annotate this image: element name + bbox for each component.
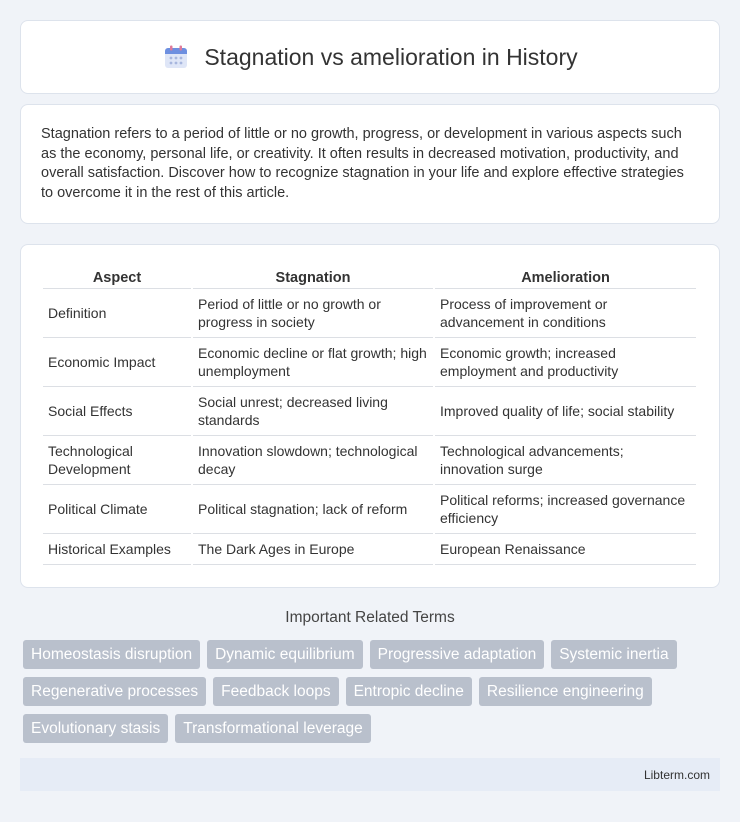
- table-header-row: [43, 267, 696, 289]
- title-wrap: [162, 43, 577, 71]
- tag-entropic-decline[interactable]: Entropic decline: [346, 677, 472, 706]
- header-card: [20, 20, 720, 94]
- cell-aspect: Technological Development: [43, 436, 191, 485]
- header-aspect: Aspect: [43, 267, 191, 289]
- related-terms-title: Important Related Terms: [285, 609, 455, 626]
- tag-progressive-adaptation[interactable]: Progressive adaptation: [370, 640, 545, 669]
- cell-amelioration: European Renaissance: [435, 534, 696, 565]
- related-tags: [23, 640, 723, 743]
- comparison-table: [41, 267, 698, 565]
- cell-amelioration: Improved quality of life; social stability: [435, 387, 696, 436]
- tag-transformational-leverage[interactable]: Transformational leverage: [175, 714, 370, 743]
- cell-amelioration: Technological advancements; innovation surge: [435, 436, 696, 485]
- table-row: [43, 534, 696, 565]
- cell-stagnation: Period of little or no growth or progress in society: [193, 289, 433, 338]
- table-card: [20, 244, 720, 588]
- intro-text: Stagnation refers to a period of little or no growth, progress, or development in various aspects such as the economy, personal life, or creativity. It often results in decreased motivation, productivity, and overall satisfaction. Discover how to recognize stagnation in your life and explore effective strategies to overcome it in the rest of this article.: [41, 126, 684, 201]
- cell-aspect: Social Effects: [43, 387, 191, 436]
- cell-amelioration: Political reforms; increased governance efficiency: [435, 485, 696, 534]
- tag-regenerative-processes[interactable]: Regenerative processes: [23, 677, 206, 706]
- cell-stagnation: Political stagnation; lack of reform: [193, 485, 433, 534]
- cell-stagnation: Innovation slowdown; technological decay: [193, 436, 433, 485]
- footer-site-link[interactable]: Libterm.com: [643, 767, 710, 782]
- tag-feedback-loops[interactable]: Feedback loops: [213, 677, 338, 706]
- header-stagnation: Stagnation: [193, 267, 433, 289]
- table-row: [43, 338, 696, 387]
- tag-dynamic-equilibrium[interactable]: Dynamic equilibrium: [207, 640, 363, 669]
- footer: [20, 758, 720, 791]
- cell-aspect: Definition: [43, 289, 191, 338]
- intro-card: [20, 104, 720, 224]
- tag-resilience-engineering[interactable]: Resilience engineering: [479, 677, 652, 706]
- tag-homeostasis-disruption[interactable]: Homeostasis disruption: [23, 640, 200, 669]
- cell-stagnation: The Dark Ages in Europe: [193, 534, 433, 565]
- cell-stagnation: Social unrest; decreased living standards: [193, 387, 433, 436]
- tag-systemic-inertia[interactable]: Systemic inertia: [551, 640, 676, 669]
- table-row: [43, 387, 696, 436]
- cell-stagnation: Economic decline or flat growth; high unemployment: [193, 338, 433, 387]
- cell-aspect: Political Climate: [43, 485, 191, 534]
- cell-amelioration: Process of improvement or advancement in conditions: [435, 289, 696, 338]
- table-row: [43, 436, 696, 485]
- cell-amelioration: Economic growth; increased employment and productivity: [435, 338, 696, 387]
- table-row: [43, 289, 696, 338]
- header-amelioration: Amelioration: [435, 267, 696, 289]
- page-title: Stagnation vs amelioration in History: [204, 43, 578, 70]
- tag-evolutionary-stasis[interactable]: Evolutionary stasis: [23, 714, 168, 743]
- calendar-icon: [162, 43, 190, 71]
- cell-aspect: Historical Examples: [43, 534, 191, 565]
- cell-aspect: Economic Impact: [43, 338, 191, 387]
- table-row: [43, 485, 696, 534]
